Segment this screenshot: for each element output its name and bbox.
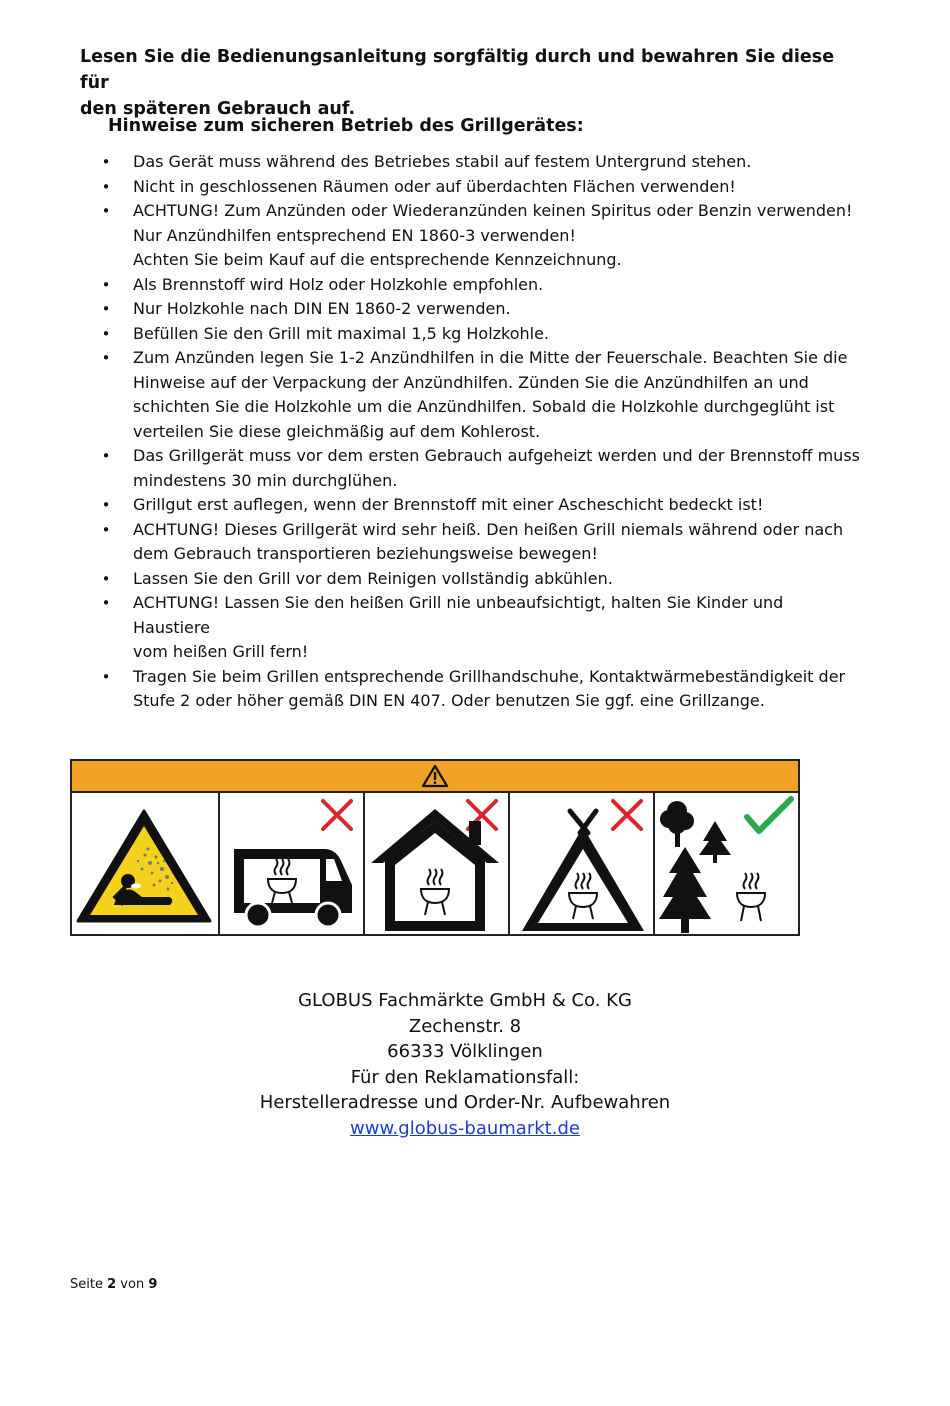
list-item-line: Achten Sie beim Kauf auf die entsprechende Kennzeichnung.: [133, 250, 622, 269]
bullet-marker: •: [101, 177, 111, 196]
bullet-marker: •: [101, 447, 111, 465]
page-sep: von: [120, 1277, 145, 1292]
safety-list: [100, 150, 860, 714]
list-item-line: Nur Holzkohle nach DIN EN 1860-2 verwenden.: [133, 299, 511, 318]
list-item-line: Befüllen Sie den Grill mit maximal 1,5 kg Holzkohle.: [133, 323, 550, 343]
safety-list-item: [100, 175, 860, 200]
safety-list-item: [100, 591, 860, 665]
no-grill-in-house-icon: [365, 793, 510, 934]
warning-triangle-icon: [421, 764, 449, 788]
safety-list-item: [100, 273, 860, 298]
list-item-line: Das Gerät muss während des Betriebes stabil auf festem Untergrund stehen.: [133, 152, 752, 171]
bullet-marker: •: [101, 667, 111, 686]
bullet-marker: •: [101, 324, 111, 343]
list-item-line: Hinweise auf der Verpackung der Anzündhilfen. Zünden Sie die Anzündhilfen an und: [133, 372, 809, 392]
list-item-line: Nur Anzündhilfen entsprechend EN 1860-3 verwenden!: [133, 225, 576, 245]
page-label: Seite: [70, 1277, 103, 1292]
section-heading: Hinweise zum sicheren Betrieb des Grillgerätes:: [108, 116, 584, 136]
list-item-line: vom heißen Grill fern!: [133, 642, 309, 661]
company-name: GLOBUS Fachmärkte GmbH & Co. KG: [298, 990, 632, 1011]
safety-list-item: [100, 297, 860, 322]
list-item-line: Stufe 2 oder höher gemäß DIN EN 407. Oder benutzen Sie ggf. eine Grillzange.: [133, 691, 765, 710]
list-item-line: dem Gebrauch transportieren beziehungsweise bewegen!: [133, 544, 598, 563]
bullet-marker: •: [101, 153, 111, 171]
list-item-line: Als Brennstoff wird Holz oder Holzkohle empfohlen.: [133, 274, 544, 294]
grill-outdoors-ok-icon: [655, 793, 798, 934]
safety-list-item: [100, 199, 860, 273]
website-link[interactable]: www.globus-baumarkt.de: [350, 1117, 580, 1139]
safety-list-item: [100, 346, 860, 444]
street: Zechenstr. 8: [408, 1015, 522, 1037]
bullet-marker: •: [101, 520, 111, 539]
list-item-line: Lassen Sie den Grill vor dem Reinigen vollständig abkühlen.: [133, 568, 613, 588]
safety-list-item: [100, 665, 860, 714]
safety-list-item: [100, 567, 860, 592]
intro-line: den späteren Gebrauch auf.: [80, 99, 356, 119]
page-footer: [70, 1277, 157, 1292]
list-item-line: verteilen Sie diese gleichmäßig auf dem Kohlerost.: [133, 421, 541, 441]
page-number: 2: [107, 1277, 117, 1292]
list-item-line: mindestens 30 min durchglühen.: [133, 470, 398, 490]
safety-list-item: [100, 150, 860, 175]
list-item-line: Zum Anzünden legen Sie 1-2 Anzündhilfen in die Mitte der Feuerschale. Beachten Sie die: [133, 348, 848, 367]
intro-text: [80, 44, 840, 122]
list-item-line: ACHTUNG! Zum Anzünden oder Wiederanzünden keinen Spiritus oder Benzin verwenden!: [133, 201, 853, 220]
claim-note: Für den Reklamationsfall:: [350, 1066, 580, 1088]
intro-line: Lesen Sie die Bedienungsanleitung sorgfältig durch und bewahren Sie diese für: [80, 47, 835, 93]
bullet-marker: •: [101, 496, 111, 514]
list-item-line: Das Grillgerät muss vor dem ersten Gebrauch aufgeheizt werden und der Brennstoff muss: [133, 446, 860, 465]
no-grill-in-tent-icon: [510, 793, 655, 934]
list-item-line: ACHTUNG! Lassen Sie den heißen Grill nie unbeaufsichtigt, halten Sie Kinder und Haustiere: [133, 593, 784, 637]
bullet-marker: •: [101, 569, 111, 588]
list-item-line: Nicht in geschlossenen Räumen oder auf überdachten Flächen verwenden!: [133, 176, 736, 196]
list-item-line: schichten Sie die Holzkohle um die Anzündhilfen. Sobald die Holzkohle durchgeglüht ist: [133, 397, 835, 416]
keep-address-note: Herstelleradresse und Order-Nr. Aufbewahren: [259, 1092, 671, 1113]
bullet-marker: •: [101, 594, 111, 612]
manufacturer-address: [185, 988, 745, 1141]
list-item-line: Grillgut erst auflegen, wenn der Brennstoff mit einer Ascheschicht bedeckt ist!: [133, 495, 764, 514]
no-grill-in-vehicle-icon: [220, 793, 365, 934]
warning-pictogram-strip: [70, 759, 800, 936]
list-item-line: ACHTUNG! Dieses Grillgerät wird sehr heiß. Den heißen Grill niemals während oder nach: [133, 519, 844, 539]
bullet-marker: •: [101, 349, 111, 367]
safety-list-item: [100, 444, 860, 493]
bullet-marker: •: [101, 275, 111, 294]
safety-list-item: [100, 518, 860, 567]
list-item-line: Tragen Sie beim Grillen entsprechende Grillhandschuhe, Kontaktwärmebeständigkeit der: [133, 666, 846, 686]
page-total: 9: [148, 1277, 158, 1292]
safety-list-item: [100, 493, 860, 518]
co-poisoning-warning-icon: [72, 793, 220, 934]
warning-bar: [72, 761, 798, 793]
bullet-marker: •: [101, 202, 111, 220]
bullet-marker: •: [101, 300, 111, 318]
safety-list-item: [100, 322, 860, 347]
city: 66333 Völklingen: [387, 1041, 543, 1062]
